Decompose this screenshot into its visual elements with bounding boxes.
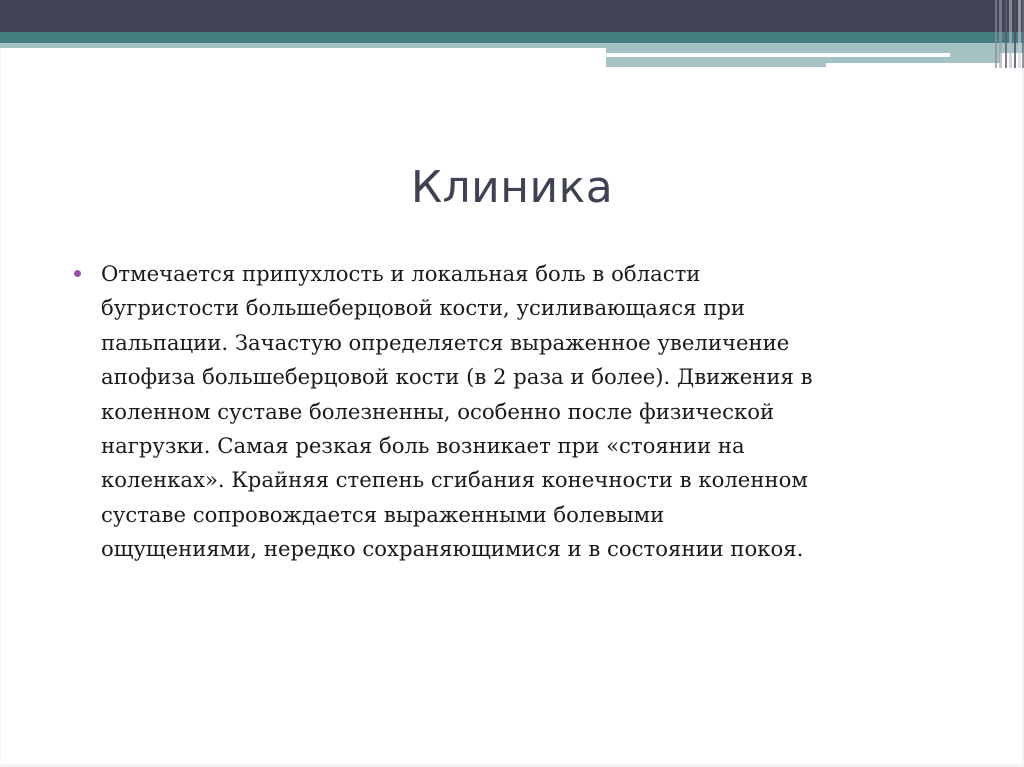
header-band-dark: [0, 0, 1024, 32]
text-line: ощущениями, нередко сохраняющимися и в состоянии покоя.: [101, 536, 804, 562]
text-line: Отмечается припухлость и локальная боль в области: [101, 261, 701, 286]
text-line: коленках». Крайняя степень сгибания конечности в коленном: [101, 467, 808, 493]
header-band-light-right-end: [950, 53, 1000, 63]
text-line: нагрузки. Самая резкая боль возникает при «стоянии на: [101, 433, 745, 459]
header-band-light-lower-mid: [826, 57, 950, 63]
slide-content: [70, 257, 950, 567]
header-band-light-right: [606, 43, 1024, 53]
bullet-dot-icon: [74, 270, 81, 277]
header-band-light-lower: [606, 57, 826, 67]
bullet-item: [70, 257, 950, 567]
header-band-teal: [0, 32, 1024, 43]
text-line: бугристости большеберцовой кости, усиливающаяся при: [101, 295, 746, 321]
text-line: коленном суставе болезненны, особенно после физической: [101, 398, 775, 424]
text-line: пальпации. Зачастую определяется выраженное увеличение: [101, 329, 790, 355]
header-band-light-left: [0, 43, 606, 48]
text-line: суставе сопровождается выраженными болевыми: [101, 501, 665, 527]
header-vertical-stripes: [995, 0, 1024, 68]
slide-title: Клиника: [410, 162, 614, 213]
text-line: апофиза большеберцовой кости (в 2 раза и более). Движения в: [101, 364, 813, 390]
